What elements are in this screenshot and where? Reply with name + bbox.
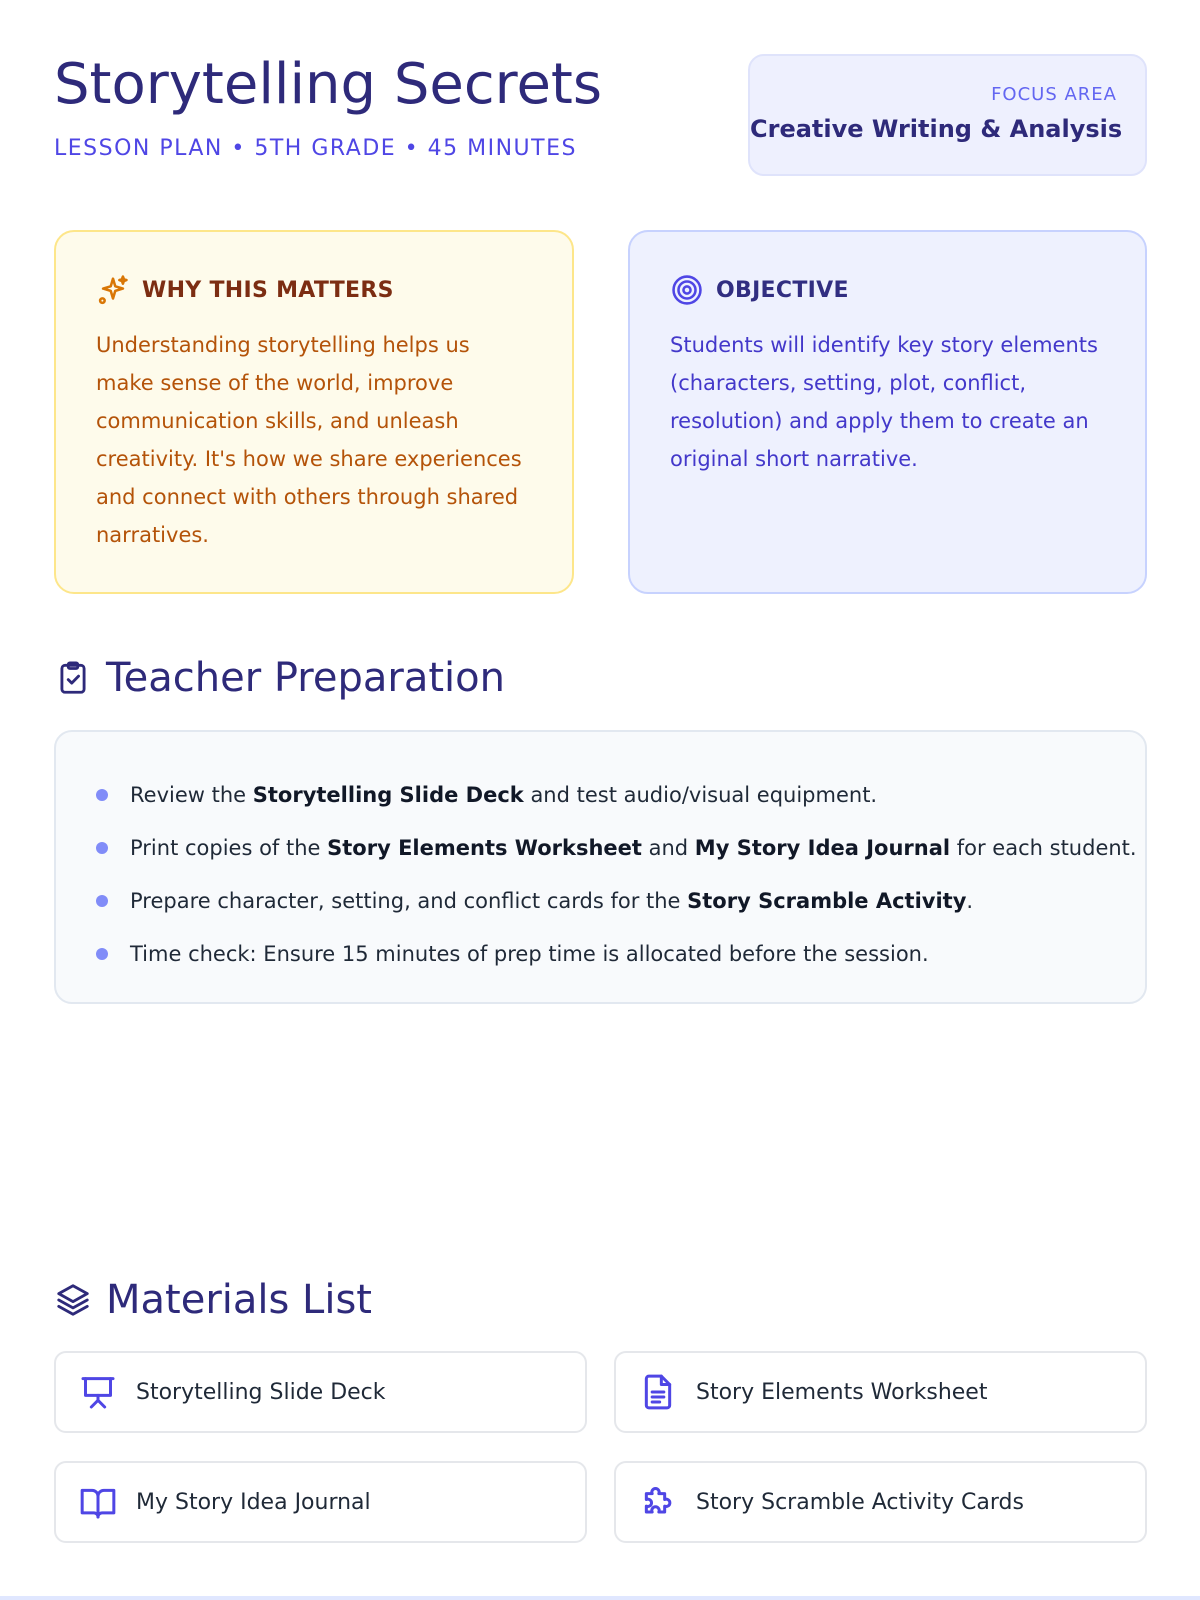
objective-card [628,230,1147,594]
item-text: . [966,888,974,913]
material-journal [54,1461,587,1543]
page-title: Storytelling Secrets [54,52,603,117]
lesson-meta: LESSON PLAN • 5TH GRADE • 45 MINUTES [54,136,577,161]
presentation-icon [78,1372,118,1412]
bold-reference: Story Scramble Activity [687,888,967,913]
material-label: Story Scramble Activity Cards [696,1489,1024,1515]
document-icon [638,1372,678,1412]
material-label: Storytelling Slide Deck [136,1379,386,1405]
bold-reference: My Story Idea Journal [694,835,951,860]
prep-checklist [54,730,1147,1004]
material-activity-cards [614,1461,1147,1543]
materials-title: Materials List [106,1277,372,1323]
objective-body: Students will identify key story elements (characters, setting, plot, conflict, resolution) and apply them to create an original short narrative. [670,333,1098,471]
list-item [96,874,1105,927]
item-text: and [641,835,695,860]
material-label: Story Elements Worksheet [696,1379,988,1405]
why-body: Understanding storytelling helps us make sense of the world, improve communication skills, and unleash creativity. It's how we share experiences and connect with others through shared narratives. [96,333,522,547]
objective-title: OBJECTIVE [716,277,849,303]
list-item [96,821,1137,874]
clipboard-check-icon [54,659,92,697]
sparkles-icon [96,273,130,307]
layers-icon [54,1281,92,1319]
bullet-dot [96,948,108,960]
teacher-prep-heading [54,655,505,701]
materials-heading [54,1277,372,1323]
list-item [96,927,1105,980]
why-title: WHY THIS MATTERS [142,277,394,303]
book-open-icon [78,1482,118,1522]
focus-area-label: FOCUS AREA [991,84,1117,105]
list-item [96,768,1105,821]
focus-area-card [748,54,1147,176]
bottom-border [0,1596,1200,1600]
material-label: My Story Idea Journal [136,1489,371,1515]
why-this-matters-card [54,230,574,594]
teacher-prep-title: Teacher Preparation [106,655,505,701]
bullet-dot [96,895,108,907]
item-text: Time check: Ensure 15 minutes of prep time is allocated before the session. [130,941,929,966]
bullet-dot [96,842,108,854]
focus-area-value: Creative Writing & Analysis [750,115,1123,143]
material-slide-deck [54,1351,587,1433]
item-text: for each student. [950,835,1137,860]
puzzle-icon [638,1482,678,1522]
item-text: Print copies of the [130,835,328,860]
item-text: Review the [130,782,253,807]
bold-reference: Storytelling Slide Deck [252,782,524,807]
item-text: Prepare character, setting, and conflict cards for the [130,888,688,913]
bullet-dot [96,789,108,801]
material-worksheet [614,1351,1147,1433]
bold-reference: Story Elements Worksheet [327,835,642,860]
item-text: and test audio/visual equipment. [523,782,878,807]
target-icon [670,273,704,307]
